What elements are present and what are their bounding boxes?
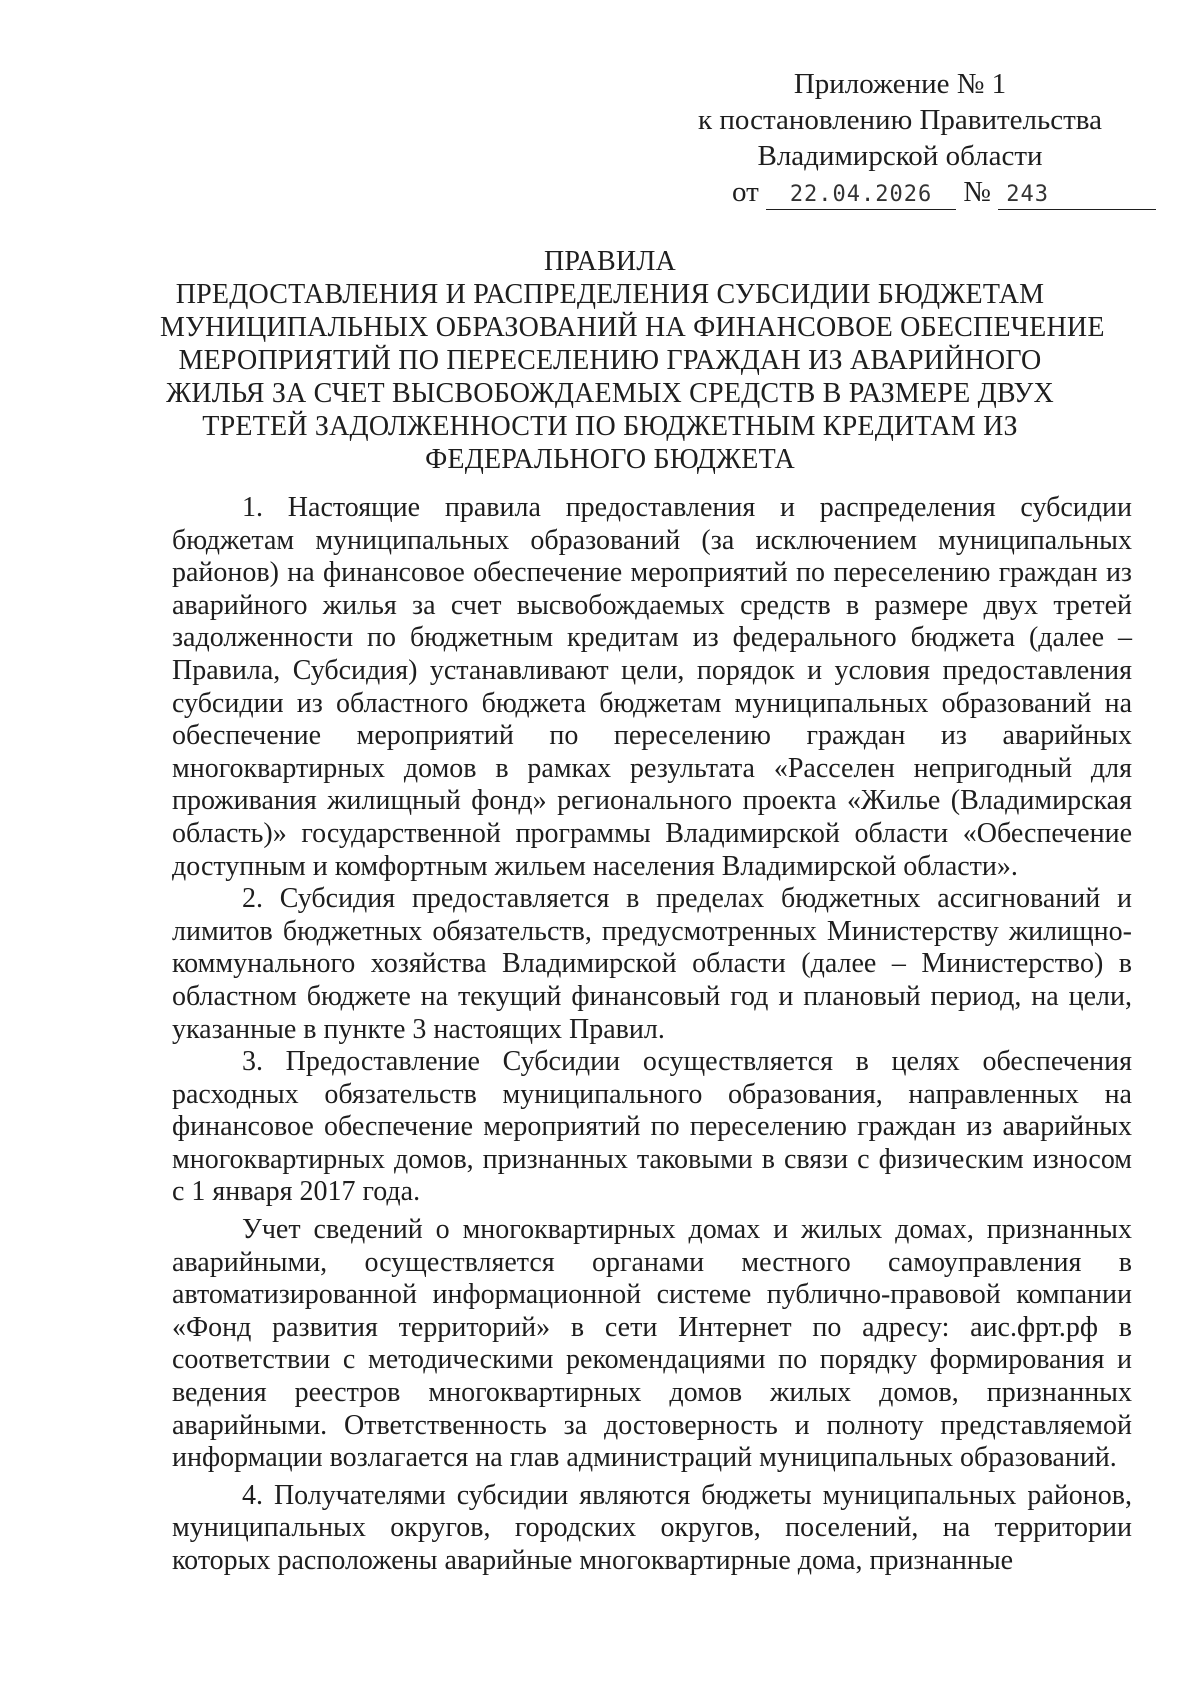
title-subtitle-line: МЕРОПРИЯТИЙ ПО ПЕРЕСЕЛЕНИЮ ГРАЖДАН ИЗ АВАРИЙНОГО: [178, 345, 1042, 376]
title-subtitle-line: ЖИЛЬЯ ЗА СЧЕТ ВЫСВОБОЖДАЕМЫХ СРЕДСТВ В РАЗМЕРЕ ДВУХ: [166, 378, 1054, 409]
resolution-reference: к постановлению Правительства: [698, 104, 1102, 136]
date-number-line: [660, 174, 1140, 210]
date-prefix: от: [732, 176, 759, 208]
resolution-date: 22.04.2026: [766, 181, 956, 210]
title-subtitle-line: ТРЕТЕЙ ЗАДОЛЖЕННОСТИ ПО БЮДЖЕТНЫМ КРЕДИТАМ ИЗ: [202, 411, 1018, 442]
paragraph-3: 3. Предоставление Субсидии осуществляется в целях обеспечения расходных обязательств муниципального образования, направленных на финансовое обеспечение мероприятий по переселению граждан из аварийных многоквартирных домов, признанных таковыми в связи с физическим износом с 1 января 2017 года.: [172, 1046, 1132, 1208]
paragraph-4: 4. Получателями субсидии являются бюджеты муниципальных районов, муниципальных округов, городских округов, поселений, на территории которых расположены аварийные многоквартирные дома, признанные: [172, 1479, 1132, 1576]
title-subtitle-line: ПРЕДОСТАВЛЕНИЯ И РАСПРЕДЕЛЕНИЯ СУБСИДИИ БЮДЖЕТАМ: [175, 279, 1045, 310]
resolution-number: 243: [998, 181, 1156, 210]
document-body: [172, 492, 1132, 1578]
paragraph-1: 1. Настоящие правила предоставления и распределения субсидии бюджетам муниципальных образований (за исключением муниципальных районов) на финансовое обеспечение мероприятий по переселению граждан из аварийного жилья за счет высвобождаемых средств в размере двух третей задолженности по бюджетным кредитам из федерального бюджета (далее – Правила, Субсидия) устанавливают цели, порядок и условия предоставления субсидии из областного бюджета бюджетам муниципальных образований на обеспечение мероприятий по переселению граждан из аварийных многоквартирных домов в рамках результата «Расселен непригодный для проживания жилищный фонд» регионального проекта «Жилье (Владимирская область)» государственной программы Владимирской области «Обеспечение доступным и комфортным жильем населения Владимирской области».: [172, 492, 1132, 882]
appendix-number: Приложение № 1: [793, 68, 1007, 100]
paragraph-2: 2. Субсидия предоставляется в пределах бюджетных ассигнований и лимитов бюджетных обязательств, предусмотренных Министерству жилищно-коммунального хозяйства Владимирской области (далее – Министерство) в областном бюджете на текущий финансовый год и плановый период, на цели, указанные в пункте 3 настоящих Правил.: [172, 883, 1132, 1045]
document-title: [160, 245, 1105, 476]
title-heading: ПРАВИЛА: [544, 246, 676, 277]
appendix-header: [660, 66, 1140, 210]
region-name: Владимирской области: [757, 140, 1043, 172]
title-subtitle-line: ФЕДЕРАЛЬНОГО БЮДЖЕТА: [425, 444, 795, 475]
number-prefix: №: [963, 176, 991, 208]
paragraph-3-continuation: Учет сведений о многоквартирных домах и жилых домах, признанных аварийными, осуществляется органами местного самоуправления в автоматизированной информационной системе публично-правовой компании «Фонд развития территорий» в сети Интернет по адресу: аис.фрт.рф в соответствии с методическими рекомендациями по порядку формирования и ведения реестров многоквартирных домов жилых домов, признанных аварийными. Ответственность за достоверность и полноту представляемой информации возлагается на глав администраций муниципальных образований.: [172, 1214, 1132, 1474]
title-subtitle-line: МУНИЦИПАЛЬНЫХ ОБРАЗОВАНИЙ НА ФИНАНСОВОЕ ОБЕСПЕЧЕНИЕ: [160, 312, 1105, 343]
